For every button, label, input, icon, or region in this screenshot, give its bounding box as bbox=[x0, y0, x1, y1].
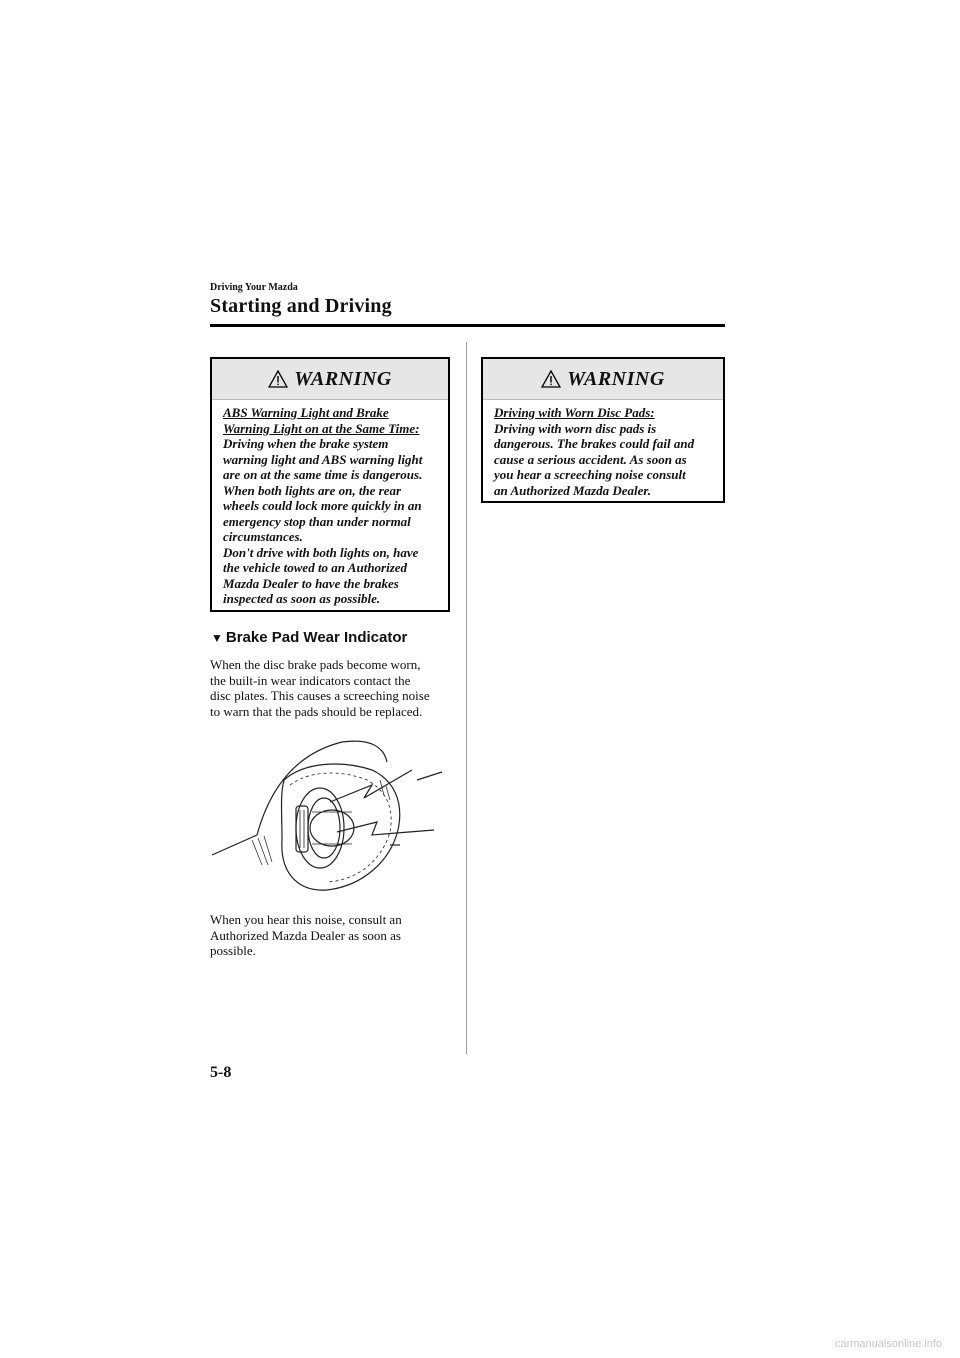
warning-text: Driving with worn disc pads is dangerous. The brakes could fail and cause a serious accident. As soon as you hear a screeching noise consult an Authorized Mazda Dealer. bbox=[494, 420, 695, 498]
warning-text: Driving when the brake system warning light and ABS warning light are on at the same time is dangerous. When both lights are on, the rear wheels could lock more quickly in an emergency stop than under normal circumstances. Don't drive with both lights on, have the vehicle towed to an Authorized Mazda Dealer to have the brakes inspected as soon as possible. bbox=[223, 436, 423, 606]
section-label: Driving Your Mazda bbox=[210, 282, 298, 293]
section-heading bbox=[211, 629, 407, 646]
paragraph-intro: When the disc brake pads become worn, the built-in wear indicators contact the disc plates. This causes a screeching noise to warn that the pads should be replaced. bbox=[210, 657, 430, 719]
triangle-marker-icon: ▼ bbox=[211, 630, 223, 645]
warning-body bbox=[212, 400, 448, 615]
title-divider bbox=[210, 324, 725, 327]
warning-title: WARNING bbox=[567, 367, 665, 390]
brake-wear-illustration bbox=[212, 740, 452, 895]
page-title: Starting and Driving bbox=[210, 295, 392, 317]
warning-subtitle: Warning Light on at the Same Time: bbox=[223, 420, 420, 436]
warning-subtitle: ABS Warning Light and Brake bbox=[223, 405, 389, 420]
paragraph-advice: When you hear this noise, consult an Authorized Mazda Dealer as soon as possible. bbox=[210, 912, 402, 958]
watermark-footer: carmanualsonline.info bbox=[834, 1338, 942, 1350]
warning-body bbox=[483, 400, 723, 506]
warning-box-abs bbox=[210, 357, 450, 612]
warning-title: WARNING bbox=[294, 367, 392, 390]
section-heading-text: Brake Pad Wear Indicator bbox=[225, 629, 408, 646]
warning-triangle-icon bbox=[268, 370, 288, 388]
warning-header bbox=[212, 359, 448, 400]
warning-triangle-icon bbox=[541, 370, 561, 388]
page-number: 5-8 bbox=[210, 1064, 232, 1081]
warning-box-disc-pads bbox=[481, 357, 725, 503]
warning-subtitle: Driving with Worn Disc Pads: bbox=[494, 405, 655, 420]
column-divider bbox=[466, 342, 467, 1054]
warning-header bbox=[483, 359, 723, 400]
